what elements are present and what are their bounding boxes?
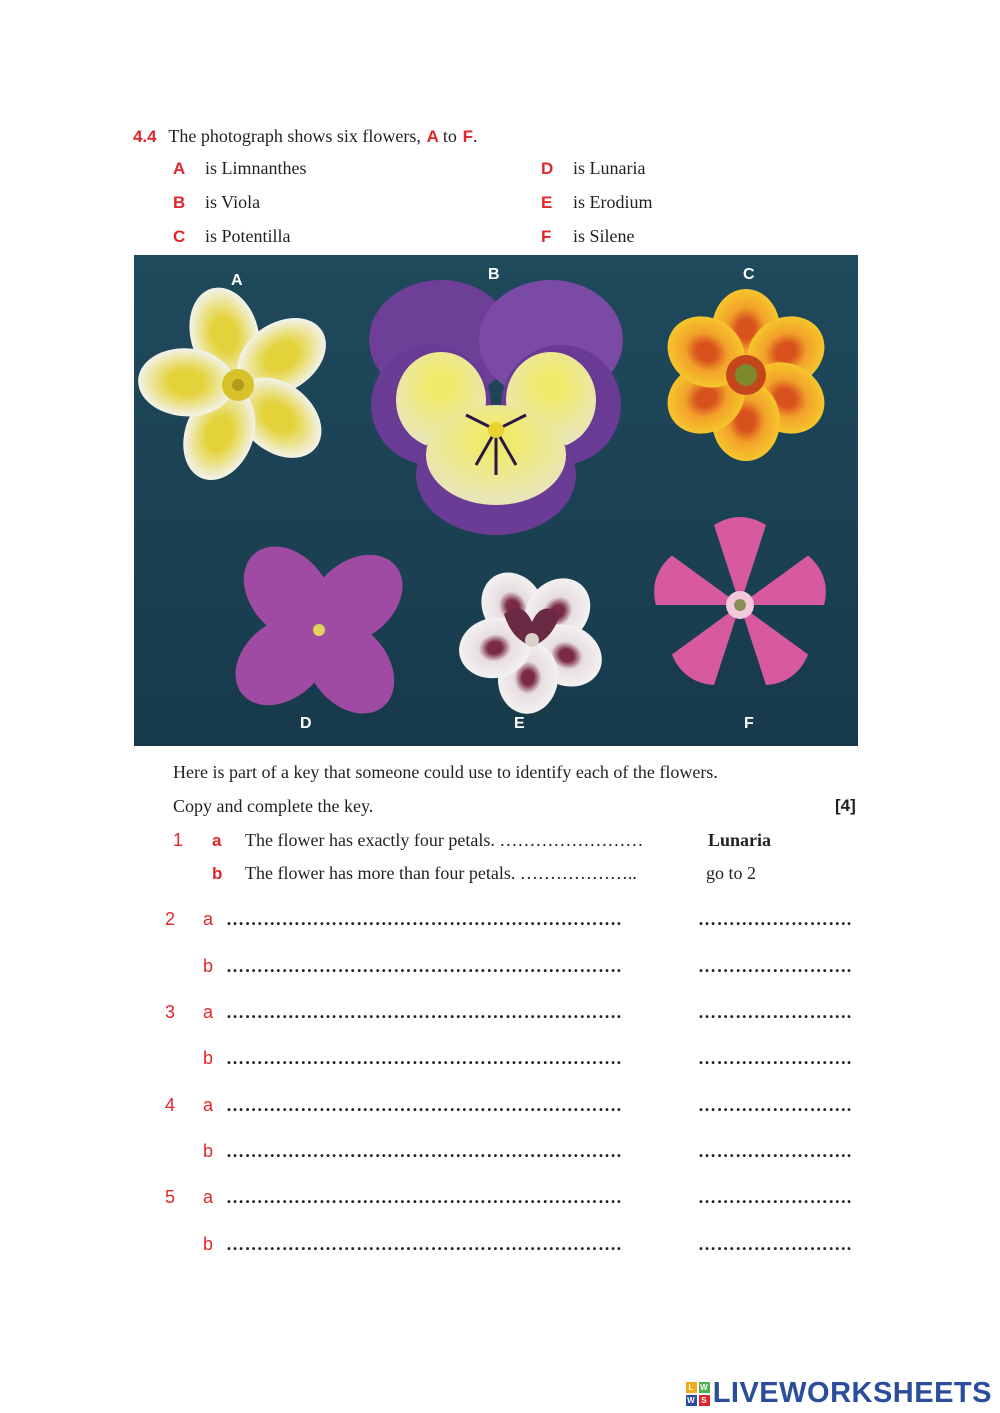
key-row-letter: b [203,1141,214,1161]
key-row-description-blank[interactable]: ………………………………………………………. [226,956,622,976]
logo-grid-cell: L [686,1382,697,1393]
key-row-answer-blank[interactable]: ……………………. [698,1095,852,1115]
key-row-answer-blank[interactable]: ……………………. [698,1234,852,1254]
species-letter: F [541,227,552,246]
key-row-description-blank[interactable]: ………………………………………………………. [226,1002,622,1022]
photo-label-c: C [743,266,755,283]
species-letter: B [173,193,186,212]
flowers-photograph [134,255,858,746]
species-item-b [173,192,260,213]
species-letter: E [541,193,553,212]
photo-label-b: B [488,266,500,283]
photo-label-f: F [744,715,754,732]
photo-label-a: A [231,272,243,289]
key-row-description-blank[interactable]: ………………………………………………………. [226,1048,622,1068]
key-row-description-blank[interactable]: ………………………………………………………. [226,1095,622,1115]
species-text: is Limnanthes [205,158,307,178]
question-end: . [473,126,478,146]
question-range-from: A [426,127,439,146]
key-row-letter: b [203,1048,214,1068]
key-row-letter: a [203,1095,214,1115]
key-row-answer-blank[interactable]: ……………………. [698,956,852,976]
key-row-letter: a [203,909,214,929]
key-row-answer-blank[interactable]: ……………………. [698,1141,852,1161]
question-header [133,126,478,147]
species-letter: C [173,227,186,246]
key-step-number: 1 [173,830,184,850]
key-step-letter: a [212,831,222,850]
key-row-number: 4 [165,1095,176,1115]
key-row-answer-blank[interactable]: ……………………. [698,909,852,929]
instruction-line-1: Here is part of a key that someone could use to identify each of the flowers. [173,762,718,782]
question-to-word: to [442,126,457,146]
species-item-e [541,192,653,213]
logo-grid-cell: S [699,1395,710,1406]
species-item-d [541,158,645,179]
species-text: is Potentilla [205,226,291,246]
key-row-letter: a [203,1002,214,1022]
key-step-letter: b [212,864,223,883]
photo-label-e: E [514,715,525,732]
key-row-description-blank[interactable]: ………………………………………………………. [226,1187,622,1207]
logo-text: LIVEWORKSHEETS [712,1377,992,1409]
key-row-number: 5 [165,1187,176,1207]
species-text: is Silene [573,226,635,246]
key-row-answer-blank[interactable]: ……………………. [698,1048,852,1068]
key-row-description-blank[interactable]: ………………………………………………………. [226,1234,622,1254]
species-letter: A [173,159,186,178]
key-row-letter: b [203,956,214,976]
key-step-1b-answer: go to 2 [706,863,757,883]
question-intro: The photograph shows six flowers, [168,126,421,146]
species-item-c [173,226,291,247]
question-number: 4.4 [133,127,157,146]
logo-grid-cell: W [700,1382,709,1392]
key-row-letter: a [203,1187,214,1207]
key-row-answer-blank[interactable]: ……………………. [698,1187,852,1207]
question-range-to: F [462,127,473,146]
key-step-1a-answer: Lunaria [708,830,772,850]
photo-label-d: D [300,715,312,732]
species-text: is Lunaria [573,158,646,178]
instruction-line-2: Copy and complete the key. [173,796,374,816]
key-step-1b-text: The flower has more than four petals. ……………….. [245,863,637,883]
marks-badge: [4] [835,796,856,815]
key-row-number: 2 [165,909,176,929]
species-item-a [173,158,307,179]
liveworksheets-logo[interactable] [686,1377,992,1410]
species-text: is Viola [205,192,261,212]
species-text: is Erodium [573,192,653,212]
key-row-description-blank[interactable]: ………………………………………………………. [226,1141,622,1161]
key-row-description-blank[interactable]: ………………………………………………………. [226,909,622,929]
key-row-number: 3 [165,1002,176,1022]
species-item-f [541,226,635,247]
species-letter: D [541,159,554,178]
key-row-answer-blank[interactable]: ……………………. [698,1002,852,1022]
logo-grid-icon [686,1382,710,1406]
logo-grid-cell: W [687,1395,696,1405]
key-row-letter: b [203,1234,214,1254]
key-step-1a-text: The flower has exactly four petals. …………………… [245,830,644,850]
